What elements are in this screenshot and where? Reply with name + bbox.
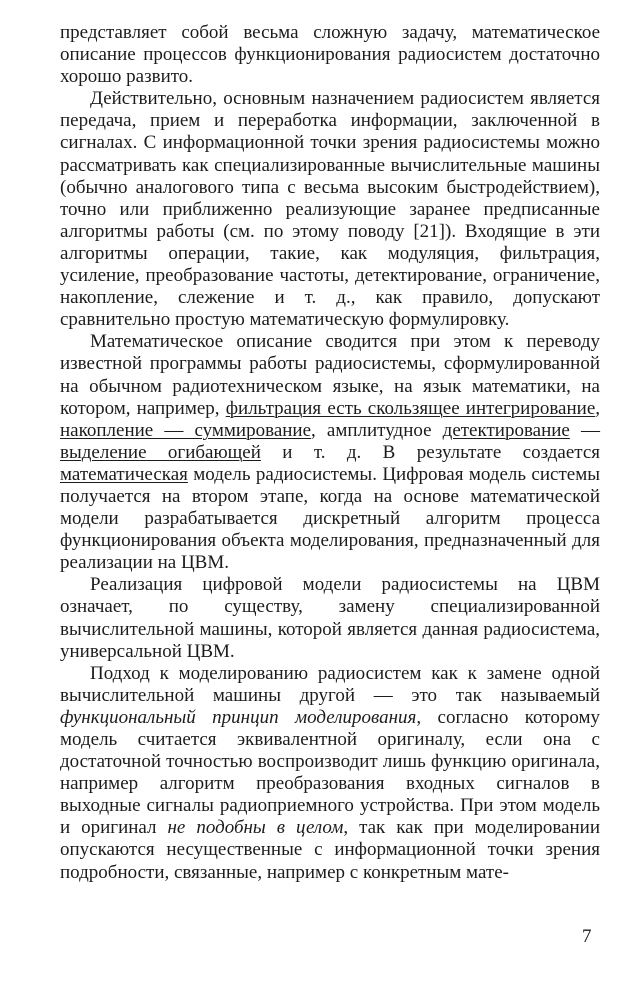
underlined-text: фильтрация есть скользящее интегрирование [225,397,596,419]
paragraph [60,663,600,884]
italic-term: функциональный принцип моделирования [60,706,417,728]
paragraph [60,22,600,88]
text-run: — [569,419,600,441]
text-run: представляет собой весьма сложную задачу, математическое описание процессов функционирования радиосистем достаточно хорошо развито. [60,22,600,88]
underlined-text: выделение огибающей [60,441,261,463]
paragraph [60,574,600,662]
paragraph [60,331,600,574]
italic-term: не подобны в целом [167,817,344,839]
underlined-text: накопление — суммирование [60,419,312,441]
paragraph [60,88,600,331]
text-run: Подход к моделированию радиосистем как к замене одной вычислительной машины другой — это так называемый [60,662,600,706]
text-run: и т. д. В результате создается [260,441,601,463]
text-run: , [595,397,601,419]
underlined-text: математическая [60,463,188,485]
text-run: модель радиосистемы. Цифровая модель системы получается на втором этапе, когда на основе математической модели разрабатывается дискретный алгоритм процесса функционирования объекта моделирования, предназначенный для реализации на ЦВМ. [60,463,600,574]
text-run: Действительно, основным назначением радиосистем является передача, прием и переработка информации, заключенной в сигналах. С информационной точки зрения радиосистемы можно рассматривать как специализированные вычислительные машины (обычно аналогового типа с весьма высоким быстродействием), точно или приближенно реализующие заранее предписанные алгоритмы работы (см. по этому поводу [21]). Входящие в эти алгоритмы операции, такие, как модуляция, фильтрация, усиление, преобразование частоты, детектирование, ограничение, накопление, слежение и т. д., как правило, допускают сравнительно простую математическую формулировку. [60,88,600,331]
text-run: , согласно которому модель считается эквивалентной оригиналу, если она с достаточной точностью воспроизводит лишь функцию оригинала, например алгоритм преобразования входных сигналов в выходные сигналы радиоприемного устройства. При этом модель и оригинал [60,706,600,839]
underlined-text: детектирование [442,419,570,441]
text-run: , амплитудное [311,419,443,441]
page-text [60,22,600,884]
text-run: Математическое описание сводится при этом к переводу известной программы работы радиосистемы, сформулированной на обычном радиотехническом языке, на язык математики, на котором, например, [60,331,600,419]
text-run: Реализация цифровой модели радиосистемы на ЦВМ означает, по существу, замену специализированной вычислительной машины, которой является данная радиосистема, универсальной ЦВМ. [60,574,600,662]
page-number: 7 [582,926,592,947]
text-run: , так как при моделировании опускаются несущественные с информационной точки зрения подробности, связанные, например с конкретным мате- [60,817,601,883]
